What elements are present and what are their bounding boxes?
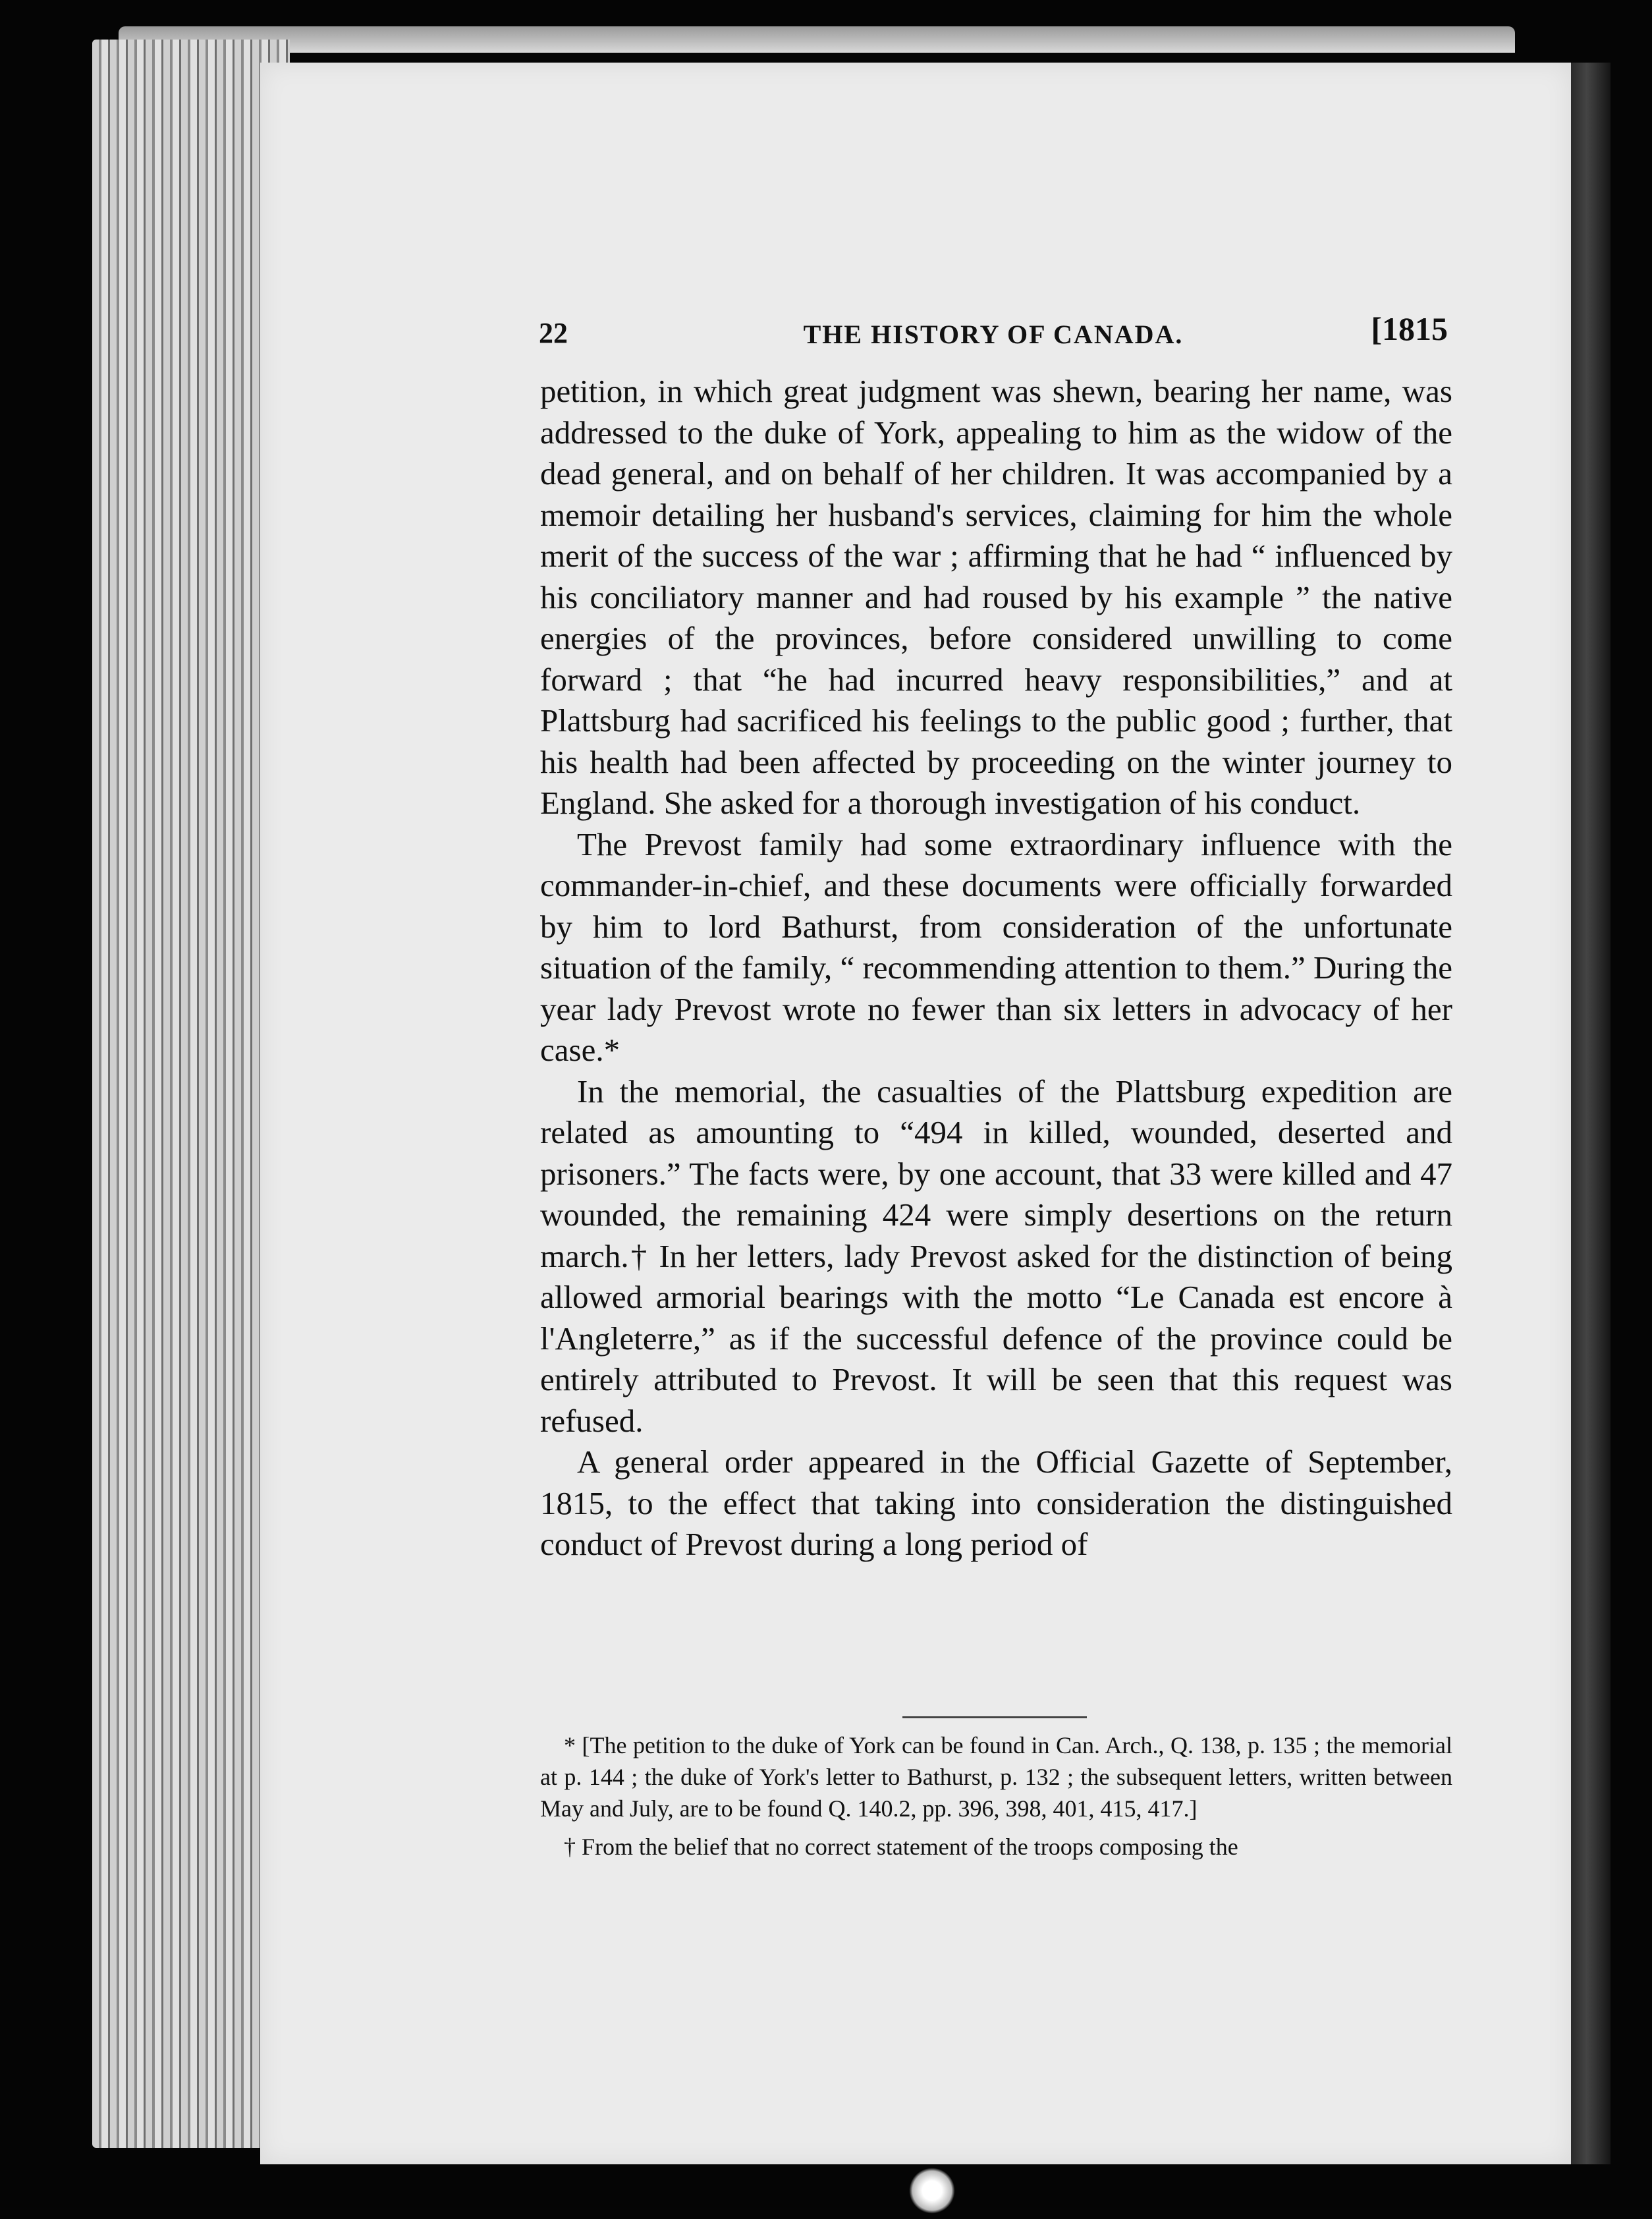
- book-top-edge: [119, 26, 1515, 53]
- paragraph: A general order appeared in the Official Gazette of September, 1815, to the effect that taking into consideration the distinguished conduct of Prevost during a long period of: [540, 1444, 1452, 1562]
- footnote: * [The petition to the duke of York can be found in Can. Arch., Q. 138, p. 135 ; the memorial at p. 144 ; the duke of York's letter to Bathurst, p. 132 ; the subsequent letters, written between May and July, are to be found Q. 140.2, pp. 396, 398, 401, 415, 417.]: [540, 1732, 1452, 1822]
- body-text: [540, 371, 1452, 1565]
- footnotes: [540, 1729, 1452, 1863]
- footnote-rule: [902, 1716, 1087, 1718]
- footnote: † From the belief that no correct statement of the troops composing the: [564, 1834, 1238, 1860]
- book-spine: [1571, 63, 1611, 2164]
- paragraph: petition, in which great judgment was shewn, bearing her name, was addressed to the duke of York, appealing to him as the widow of the dead general, and on behalf of her children. It was accompanied by a memoir detailing her husband's services, claiming for him the whole merit of the success of the war ; affirming that he had “ influenced by his conciliatory manner and had roused by his example ” the native energies of the provinces, before considered unwilling to come forward ; that “he had incurred heavy responsibilities,” and at Plattsburg had sacrificed his feelings to the public good ; further, that his health had been affected by proceeding on the winter journey to England. She asked for a thorough investigation of his conduct.: [540, 373, 1452, 821]
- paragraph: In the memorial, the casualties of the Plattsburg expedition are related as amounting to “494 in killed, wounded, deserted and prisoners.” The facts were, by one account, that 33 were killed and 47 wounded, the remaining 424 were simply desertions on the return march.† In her letters, lady Prevost asked for the distinction of being allowed armorial bearings with the motto “Le Canada est encore à l'Angleterre,” as if the successful defence of the province could be entirely attributed to Prevost. It will be seen that this request was refused.: [540, 1073, 1452, 1439]
- running-title: THE HISTORY OF CANADA.: [803, 320, 1184, 349]
- running-year: [1815: [1371, 310, 1448, 347]
- running-head: [539, 310, 1448, 356]
- paragraph: The Prevost family had some extraordinary influence with the commander-in-chief, and these documents were officially forwarded by him to lord Bathurst, from consideration of the unfortunate situation of the family, “ recommending attention to them.” During the year lady Prevost wrote no fewer than six letters in advocacy of her case.*: [540, 826, 1452, 1068]
- page-number: 22: [539, 317, 568, 349]
- bottom-ornament-icon: [909, 2168, 955, 2214]
